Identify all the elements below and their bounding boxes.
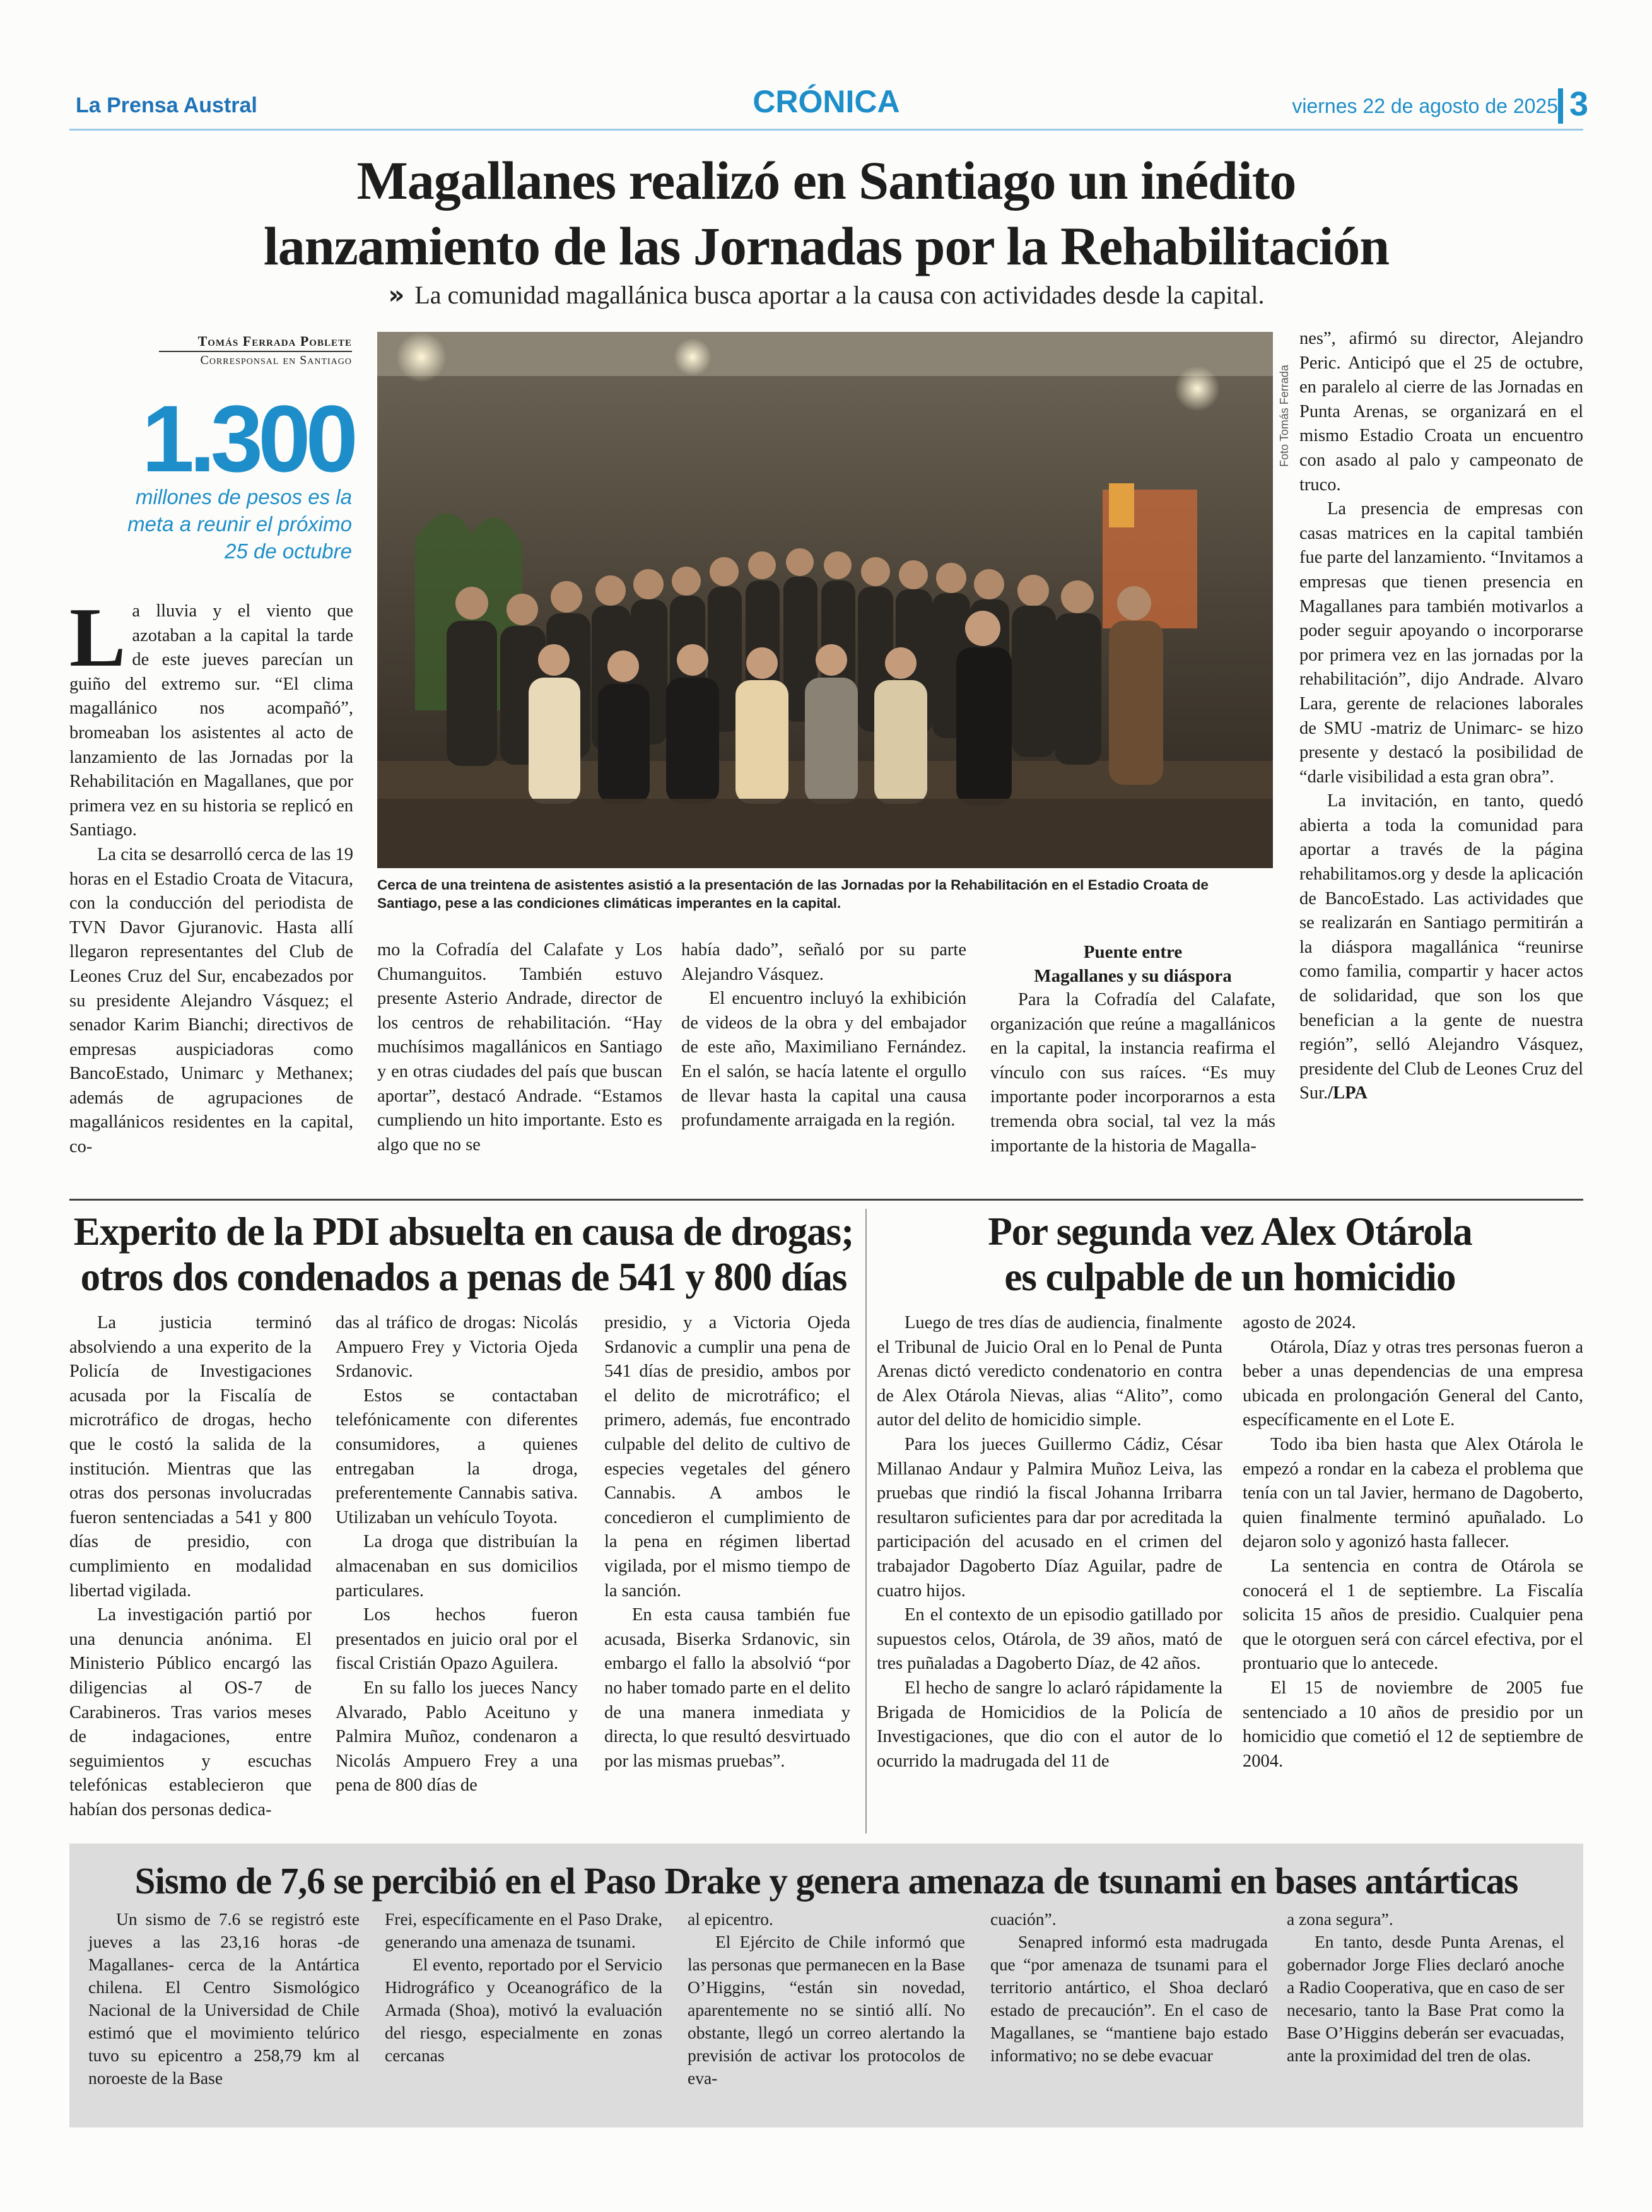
lead-column-3 — [681, 938, 966, 1133]
lead-subhead-line2: Magallanes y su diáspora — [1034, 966, 1232, 986]
sismo-column-5 — [1287, 1908, 1564, 2067]
photo-caption: Cerca de una treintena de asistentes asistió a la presentación de las Jornadas por la Rehabilitación en el Estadio Croata de Santiago, pese a las condiciones climáticas imperantes en la capital. — [377, 877, 1209, 911]
sismo-col2-p2: El evento, reportado por el Servicio Hidrográfico y Oceanográfico de la Armada (Shoa), motivó la evaluación del riesgo, especialmente en zonas cercanas — [385, 1955, 662, 2065]
lead-deck-text: La comunidad magallánica busca aportar a la causa con actividades desde la capital. — [414, 281, 1265, 309]
otarola-col1-p1: Luego de tres días de audiencia, finalmente el Tribunal de Juicio Oral en lo Penal de Punta Arenas dictó veredicto condenatorio en contra de Alex Otárola Nievas, alias “Alito”, como autor del delito de homicidio simple. — [877, 1313, 1222, 1430]
otarola-col2-p3: Todo iba bien hasta que Alex Otárola le empezó a rondar en la cabeza el problema que tenía con un tal Javier, hermano de Dagoberto, quien finalmente terminó apuñalado. Lo dejaron solo y agonizó hasta fallecer. — [1243, 1434, 1583, 1552]
sismo-headline: Sismo de 7,6 se percibió en el Paso Drake y genera amenaza de tsunami en bases antárticas — [134, 1860, 1518, 1902]
column-divider — [865, 1209, 867, 1833]
byline-role: Corresponsal en Santiago — [200, 353, 352, 367]
group-photo-illustration — [377, 332, 1273, 868]
sismo-col3-p1: al epicentro. — [688, 1909, 773, 1929]
byline-rule — [159, 351, 352, 352]
pdi-headline — [69, 1209, 858, 1300]
sismo-column-4 — [990, 1908, 1268, 2067]
sismo-col1-p1: Un sismo de 7.6 se registró este jueves a las 23,16 horas -de Magallanes- cerca de la Antártica chilena. El Centro Sismológico Nacional de la Universidad de Chile estimó que el movimiento telúrico tuvo su epicentro a 258,79 km al noroeste de la Base — [88, 1909, 360, 2088]
lead-column-5 — [1299, 327, 1583, 1106]
lead-col1-p1 — [69, 591, 353, 843]
lead-col3-p1: había dado”, señaló por su parte Alejandro Vásquez. — [681, 940, 966, 984]
page-number: 3 — [1569, 85, 1589, 123]
otarola-col1-p3: En el contexto de un episodio gatillado por supuestos celos, Otárola, de 39 años, mató de tres puñaladas a Dagoberto Díaz, de 42 años. — [877, 1605, 1222, 1674]
lead-headline — [82, 148, 1571, 279]
otarola-headline-line1: Por segunda vez Alex Otárola — [988, 1209, 1472, 1254]
lead-col5-p3 — [1299, 789, 1583, 1106]
lead-column-4 — [990, 940, 1275, 1158]
chevron-right-double-icon: » — [388, 281, 405, 310]
lead-photo — [377, 332, 1273, 868]
lead-subhead-line1: Puente entre — [1083, 942, 1183, 962]
drop-cap: L — [69, 591, 126, 684]
sismo-col5-p2: En tanto, desde Punta Arenas, el gobernador Jorge Flies declaró anoche a Radio Cooperativa, que en caso de ser necesario, tanto la Base Prat como la Base O’Higgins deberán ser evacuadas, ante la proximidad del tren de olas. — [1287, 1932, 1564, 2065]
section-title: CRÓNICA — [753, 84, 900, 119]
pdi-col3-p2: En esta causa también fue acusada, Biserka Srdanovic, sin embargo el fallo la absolvió “por no haber tomado parte en el delito de una manera inmediata y directa, lo que resultó desvirtuado por las mismas pruebas”. — [604, 1605, 850, 1771]
newspaper-brand: La Prensa Austral — [76, 93, 257, 117]
otarola-col1-p2: Para los jueces Guillermo Cádiz, César Millanao Andaur y Palmira Muñoz Leiva, las pruebas que rindió la fiscal Johanna Irribarra resultaron suficientes para dar por acreditada la participación del acusado en el crimen del trabajador Dagoberto Díaz Aguilar, padre de cuatro hijos. — [877, 1434, 1222, 1601]
pdi-col2-p5: En su fallo los jueces Nancy Alvarado, Pablo Aceituno y Palmira Muñoz, condenaron a Nicolás Ampuero Frey a una pena de 800 días de — [336, 1678, 578, 1796]
sismo-col2-p1: Frei, específicamente en el Paso Drake, generando una amenaza de tsunami. — [385, 1909, 662, 1951]
lead-deck — [189, 280, 1463, 310]
highlight-number: 1.300 — [141, 385, 353, 491]
pdi-col3-p1: presidio, y a Victoria Ojeda Srdanovic a cumplir una pena de 541 días de presidio, ambos por el delito de microtráfico; el primero, además, fue encontrado culpable del delito de cultivo de especies vegetales del género Cannabis. A ambos le concedieron el cumplimiento de la pena en régimen libertad vigilada, por el mismo tiempo de la sanción. — [604, 1313, 850, 1601]
lead-col5-p2: La presencia de empresas con casas matrices en la capital también fue parte del lanzamiento. “Invitamos a empresas que tienen presencia en Magallanes para también motivarlos a poder seguir apoyando o incorporarse por primera vez en las jornadas por la rehabilitación”, dijo Andrade. Alvaro Lara, gerente de relaciones laborales de SMU -matriz de Unimarc- se hizo presente y destacó la posibilidad de “darle visibilidad a esta gran obra”. — [1299, 499, 1583, 787]
pdi-headline-line2: otros dos condenados a penas de 541 y 800 días — [80, 1255, 847, 1299]
sismo-column-2 — [385, 1908, 662, 2067]
otarola-col2-p4: La sentencia en contra de Otárola se conocerá el 1 de septiembre. La Fiscalía solicita 15 años de presidio. Cualquier pena que le otorguen será con cárcel efectiva, por el prontuario que lo antecede. — [1243, 1556, 1583, 1674]
pdi-col2-p2: Estos se contactaban telefónicamente con diferentes consumidores, a quienes entregaban la droga, preferentemente Cannabis sativa. Utilizaban un vehículo Toyota. — [336, 1385, 578, 1527]
lead-col4-p1: Para la Cofradía del Calafate, organización que reúne a magallánicos en la capital, la instancia reafirma el vínculo con sus raíces. “Es muy importante poder incorporarnos a esta tremenda obra social, tal vez la más importante de la historia de Magalla- — [990, 990, 1275, 1156]
lead-column-1 — [69, 591, 353, 1160]
pdi-col2-p3: La droga que distribuían la almacenaban en sus domicilios particulares. — [336, 1532, 578, 1601]
sismo-col5-p1: a zona segura”. — [1287, 1909, 1393, 1929]
sismo-col3-p2: El Ejército de Chile informó que las personas que permanecen en la Base O’Higgins, “están sin novedad, aparentemente no se sintió allí. No obstante, llegó un correo alertando la previsión de activar los protocolos de eva- — [688, 1932, 965, 2088]
pdi-col2-p4: Los hechos fueron presentados en juicio oral por el fiscal Cristián Opazo Aguilera. — [336, 1605, 578, 1674]
otarola-headline — [877, 1209, 1583, 1300]
pdi-col1-p2: La investigación partió por una denuncia anónima. El Ministerio Público encargó las diligencias al OS-7 de Carabineros. Tras varios meses de indagaciones, entre seguimientos y escuchas telefónicas establecieron que habían dos personas dedica- — [69, 1605, 312, 1820]
header-divider — [1558, 88, 1563, 124]
lead-col3-p2: El encuentro incluyó la exhibición de videos de la obra y del embajador de este año, Maximiliano Fernández. En el salón, se hacía latente el orgullo de llevar hasta la capital una causa profundamente arraigada en la región. — [681, 989, 966, 1131]
otarola-col2-p5: El 15 de noviembre de 2005 fue sentenciado a 10 años de presidio por un homicidio que cometió el 12 de septiembre de 2004. — [1243, 1678, 1583, 1771]
byline-name: Tomás Ferrada Poblete — [197, 333, 352, 349]
otarola-col1-p4: El hecho de sangre lo aclaró rápidamente la Brigada de Homicidios de la Policía de Investigaciones, que dio con el autor de lo ocurrido la madrugada del 11 de — [877, 1678, 1222, 1771]
pdi-column-3 — [604, 1311, 850, 1774]
lead-col5-p3-text: La invitación, en tanto, quedó abierta a toda la comunidad para aportar a través de la página rehabilitamos.org y desde la aplicación de BancoEstado. Las actividades que se realizarán en Santiago permitirán a la diáspora magallánica “reunirse como familia, compartir y hacer actos de solidaridad, que son los que benefician a la gente de nuestra región”, selló Alejandro Vásquez, presidente del Club de Leones Cruz del Sur. — [1299, 791, 1583, 1103]
otarola-column-2 — [1243, 1311, 1583, 1774]
issue-date: viernes 22 de agosto de 2025 — [1292, 95, 1558, 117]
highlight-caption: millones de pesos es la meta a reunir el próximo 25 de octubre — [127, 485, 352, 563]
lead-headline-line1: Magallanes realizó en Santiago un inédito — [356, 150, 1296, 211]
otarola-column-1 — [877, 1311, 1222, 1774]
pdi-column-1 — [69, 1311, 312, 1822]
otarola-headline-line2: es culpable de un homicidio — [1004, 1255, 1456, 1299]
pdi-col1-p1: La justicia terminó absolviendo a una experito de la Policía de Investigaciones acusada por la Fiscalía de microtráfico de drogas, hecho que le costó la salida de la institución. Mientras que las otras dos personas involucradas fueron sentenciadas a 541 y 800 días de presidio, con cumplimiento en modalidad libertad vigilada. — [69, 1313, 312, 1601]
section-rule-1 — [69, 1199, 1583, 1201]
lead-col1-p1-text: a lluvia y el viento que azotaban a la capital la tarde de este jueves parecían un guiño del extremo sur. “El clima magallánico nos acompañó”, bromeaban los asistentes al acto de lanzamiento de las Jornadas por la Rehabilitación en Magallanes, que por primera vez en su historia se replicó en Santiago. — [69, 601, 353, 840]
sismo-col4-p1: cuación”. — [990, 1909, 1057, 1929]
signoff: /LPA — [1328, 1083, 1368, 1103]
photo-credit: Foto Tomás Ferrada — [1278, 365, 1291, 467]
sismo-column-1 — [88, 1908, 360, 2090]
lead-subhead — [990, 940, 1275, 988]
sismo-col4-p2: Senapred informó esta madrugada que “por amenaza de tsunami para el territorio antártico, el Shoa declaró estado de precaución”. En el caso de Magallanes, se “mantiene bajo estado informativo; no se debe evacuar — [990, 1932, 1268, 2065]
lead-column-2 — [377, 938, 662, 1157]
lead-col1-p2: La cita se desarrolló cerca de las 19 horas en el Estadio Croata de Vitacura, con la conducción del periodista de TVN Davor Gjuranovic. Hasta allí llegaron representantes del Club de Leones Cruz del Sur, encabezados por su presidente Alejandro Vásquez; el senador Karim Bianchi; directivos de empresas auspiciadoras como BancoEstado, Unimarc y Methanex; además de agrupaciones de magallánicos residentes en la capital, co- — [69, 844, 353, 1157]
lead-col5-p1: nes”, afirmó su director, Alejandro Peric. Anticipó que el 25 de octubre, en paralelo al cierre de las Jornadas en Punta Arenas, se organizará en el mismo Estadio Croata un encuentro con asado al palo y campeonato de truco. — [1299, 329, 1583, 495]
pdi-column-2 — [336, 1311, 578, 1798]
otarola-col2-p1: agosto de 2024. — [1243, 1313, 1356, 1332]
otarola-col2-p2: Otárola, Díaz y otras tres personas fueron a beber a unas dependencias de una empresa ubicada en prolongación General del Canto, específicamente en el Lote E. — [1243, 1337, 1583, 1430]
sismo-column-3 — [688, 1908, 965, 2090]
lead-col2-p1: mo la Cofradía del Calafate y Los Chumanguitos. También estuvo presente Asterio Andrade, director de los centros de rehabilitación. “Hay muchísimos magallánicos en Santiago y en otras ciudades del país que buscan aportar”, destacó Andrade. “Estamos cumpliendo un hito importante. Esto es algo que no se — [377, 940, 662, 1155]
pdi-col2-p1: das al tráfico de drogas: Nicolás Ampuero Frey y Victoria Ojeda Srdanovic. — [336, 1313, 578, 1382]
lead-headline-line2: lanzamiento de las Jornadas por la Rehabilitación — [263, 216, 1390, 276]
header-rule — [69, 129, 1583, 131]
pdi-headline-line1: Experito de la PDI absuelta en causa de drogas; — [73, 1209, 854, 1254]
